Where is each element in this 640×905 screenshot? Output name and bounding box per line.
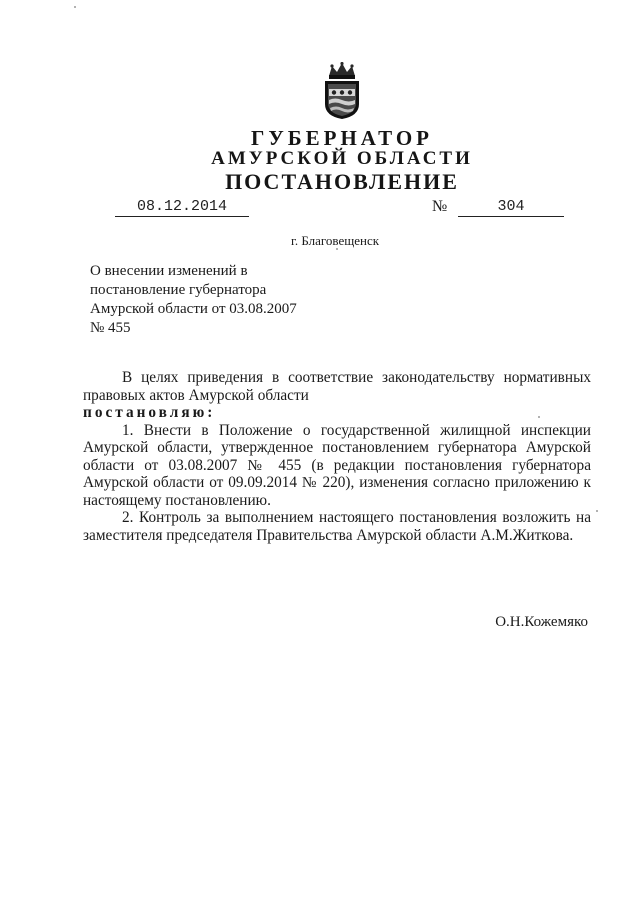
scan-speck xyxy=(74,6,76,8)
scan-speck xyxy=(538,416,540,418)
subject-line: Амурской области от 03.08.2007 xyxy=(90,301,297,317)
document-number: 304 xyxy=(458,198,564,217)
issuer-title: ГУБЕРНАТОР xyxy=(250,126,434,150)
document-subject xyxy=(90,262,350,338)
coat-of-arms-icon xyxy=(321,62,363,120)
item-2-paragraph: 2. Контроль за выполнением настоящего постановления возложить на заместителя председателя Правительства Амурской области А.М.Житкова. xyxy=(83,509,591,544)
preamble-paragraph: В целях приведения в соответствие законодательству нормативных правовых актов Амурской области xyxy=(83,369,591,404)
issue-city: г. Благовещенск xyxy=(290,233,380,248)
scan-speck xyxy=(596,510,598,512)
number-sign: № xyxy=(432,198,448,215)
document-type: ПОСТАНОВЛЕНИЕ xyxy=(225,169,459,194)
signature-name: О.Н.Кожемяко xyxy=(495,614,588,630)
issuer-region: АМУРСКОЙ ОБЛАСТИ xyxy=(211,148,473,169)
document-date: 08.12.2014 xyxy=(115,198,249,217)
subject-line: № 455 xyxy=(90,320,131,336)
subject-line: О внесении изменений в xyxy=(90,263,248,279)
item-1-paragraph: 1. Внести в Положение о государственной жилищной инспекции Амурской области, утвержденное постановлением губернатора Амурской области от 03.08.2007 № 455 (в редакции постановления губернатора Амурской области от 09.09.2014 № 220), изменения согласно приложению к настоящему постановлению. xyxy=(83,421,591,509)
subject-line: постановление губернатора xyxy=(90,282,267,298)
document-body xyxy=(83,369,591,544)
scan-speck xyxy=(336,248,338,250)
resolve-word: постановляю: xyxy=(83,404,216,421)
